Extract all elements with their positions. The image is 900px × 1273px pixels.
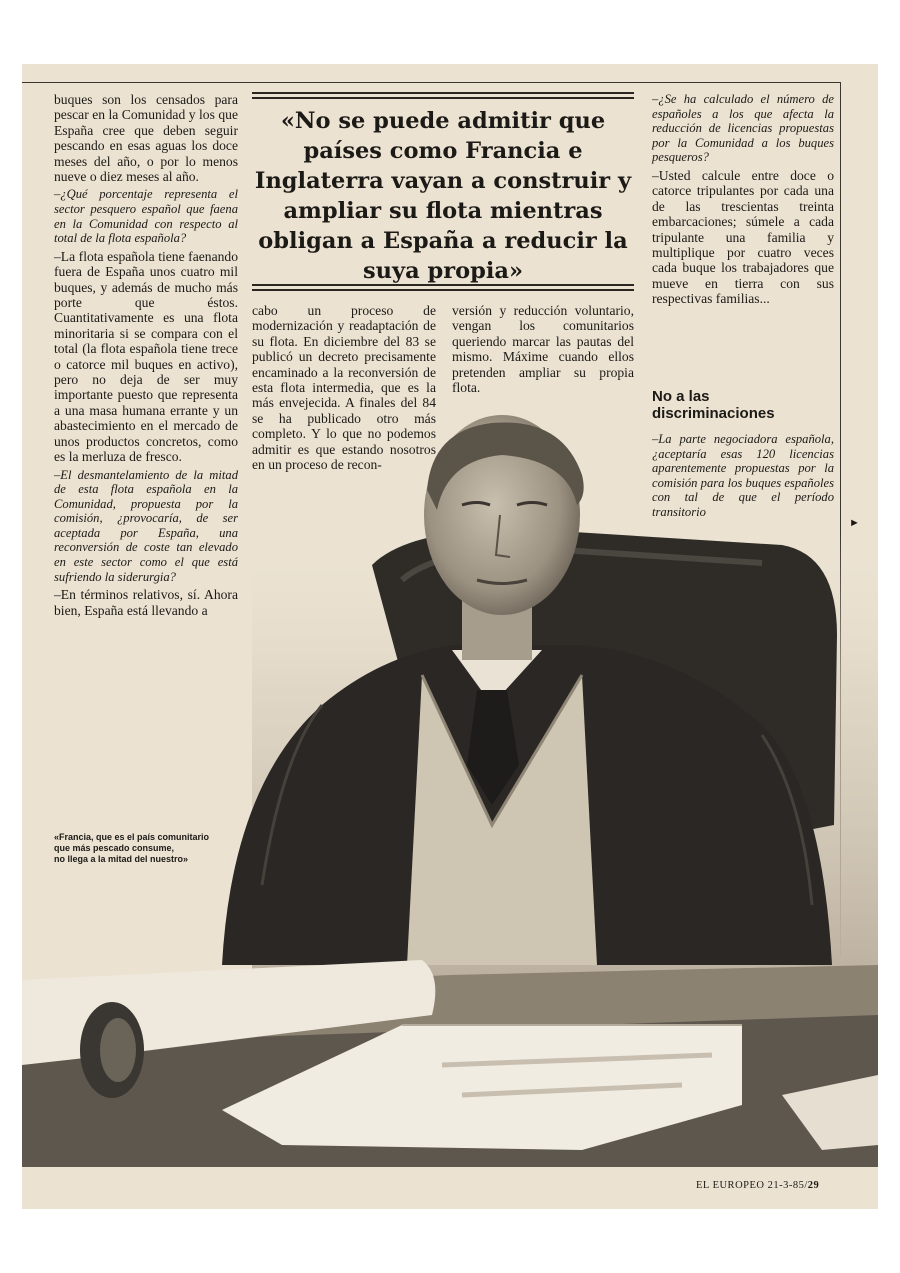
continue-arrow-icon: ► xyxy=(849,517,860,529)
caption-line: «Francia, que es el país comunitario xyxy=(54,832,210,842)
section-subhead xyxy=(652,388,775,422)
subhead-line: No a las xyxy=(652,388,710,405)
body-paragraph: –Usted calcule entre doce o catorce tripulantes por cada una de las trescientas treinta embarcaciones; súmele a cada tripulante una familia y multiplique por cuatro veces cada buque los trabajadores que mueve en tierra con sus respectivas familias... xyxy=(652,167,834,307)
caption-line: que más pescado consume, xyxy=(54,843,175,853)
caption-line: no llega a la mitad del nuestro» xyxy=(54,854,189,864)
headline-rule xyxy=(252,97,634,99)
column-4 xyxy=(652,92,834,307)
column-2 xyxy=(252,303,436,472)
body-paragraph: versión y reducción voluntario, vengan los comunitarios queriendo marcar las pautas del mismo. Máxime cuando ellos pretenden ampliar su propia flota. xyxy=(452,303,634,396)
question-paragraph: –El desmantelamiento de la mitad de esta flota española en la Comunidad, propuesta por la comisión, ¿provocaría, de ser aceptada por España, una reconversión de coste tan elevado en este sector como el que está sufriendo la siderurgia? xyxy=(54,467,238,584)
headline-rule xyxy=(252,289,634,291)
question-paragraph: –La parte negociadora española, ¿aceptaría esas 120 licencias aparentemente propuestas por la comisión para los buques españoles con tal de que el período transitorio xyxy=(652,432,834,519)
subhead-line: discriminaciones xyxy=(652,405,775,422)
body-paragraph: –La flota española tiene faenando fuera de España unos cuatro mil buques, y además de mucho más porte que éstos. Cuantitativamente es una flota minoritaria si se compara con el total (la flota española tiene trece o catorce mil buques en activo), pero no deja de ser muy importante puesto que representa a una masa humana errante y un abastecimiento en el mercado de unos productos concretos, como es la merluza de fresco. xyxy=(54,248,238,465)
column-3 xyxy=(452,303,634,395)
question-paragraph: –¿Qué porcentaje representa el sector pesquero español que faena en la Comunidad con respecto al total de la flota española? xyxy=(54,187,238,246)
column-4-continued xyxy=(652,432,834,520)
headline-rule xyxy=(252,284,634,286)
column-1 xyxy=(54,92,238,618)
page-footer xyxy=(696,1180,819,1191)
pull-quote-headline-box xyxy=(252,92,634,292)
photo-caption xyxy=(54,832,264,865)
headline-rule xyxy=(252,92,634,94)
top-rule xyxy=(22,82,840,83)
question-paragraph: –¿Se ha calculado el número de españoles a los que afecta la reducción de licencias propuestas por la Comunidad a los buques pesqueros? xyxy=(652,92,834,165)
body-paragraph: –En términos relativos, sí. Ahora bien, España está llevando a xyxy=(54,587,238,618)
publication-name: EL EUROPEO 21-3-85/ xyxy=(696,1180,808,1191)
headline: «No se puede admitir que países como Francia e Inglaterra vayan a construir y ampliar su flota mientras obligan a España a reducir la suya propia» xyxy=(254,108,632,284)
body-paragraph: buques son los censados para pescar en la Comunidad y los que España cree que deben seguir pescando en esas aguas los doce meses del año, o por lo menos nueve o diez meses al año. xyxy=(54,92,238,185)
body-paragraph: cabo un proceso de modernización y readaptación de su flota. En diciembre del 83 se publicó un decreto precisamente encaminado a la reconversión de esta flota intermedia, que es la más envejecida. A finales del 84 se ha publicado otro más completo. Y lo que no podemos admitir es que estando nosotros en un proceso de recon- xyxy=(252,303,436,473)
page-number: 29 xyxy=(807,1180,820,1191)
